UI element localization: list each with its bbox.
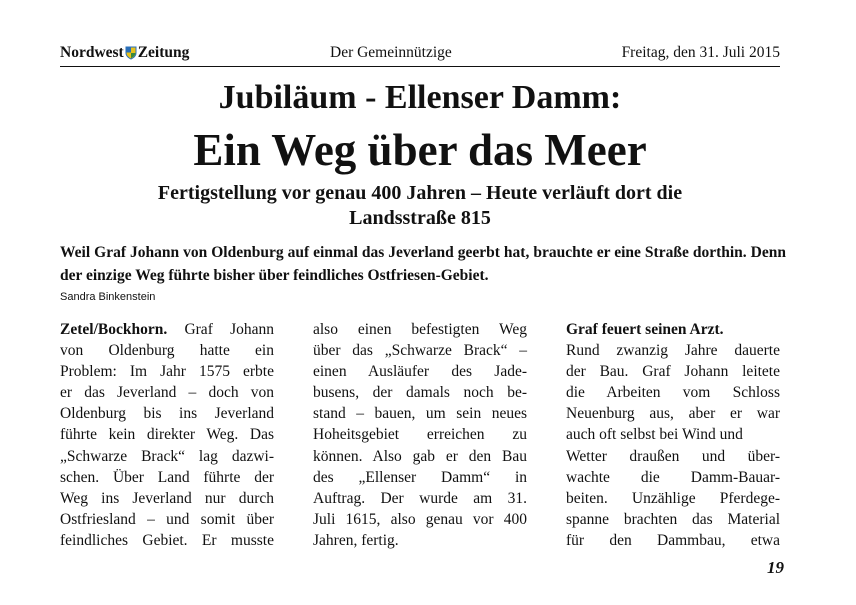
column-line: er das Jeverland – doch von [60,384,274,402]
article-kicker: Jubiläum - Ellenser Damm: [218,79,622,116]
column-line: „Schwarze Brack“ lag dazwi- [60,447,274,465]
article-column-2 [313,319,527,551]
column-line: Oldenburg bis ins Jeverland [60,405,274,423]
column-line: die Arbeiten vom Schloss [566,384,780,402]
article-subhead [80,181,760,231]
article-lead: Weil Graf Johann von Oldenburg auf einmal das Jeverland geerbt hat, brauchte er eine Straße dorthin. Denn der einzige Weg führte bisher über feindliches Ostfriesen-Gebiet. [60,244,786,284]
column-line: auch oft selbst bei Wind und [566,426,743,444]
section-title: Der Gemeinnützige [330,44,452,61]
column-line: beiten. Unzählige Pferdege- [566,489,780,507]
column-line: spanne brachten das Material [566,510,780,528]
column-line: schen. Über Land führte der [60,468,274,486]
column-subheading: Graf feuert seinen Arzt. [566,321,724,338]
column-line: für den Dammbau, etwa [566,531,780,549]
article-column-3 [566,319,780,551]
column-line: feindliches Gebiet. Er musste [60,531,274,549]
column-line: führte kein direkter Weg. Das [60,426,274,444]
column-line: Auftrag. Der wurde am 31. [313,489,527,507]
column-line: des „Ellenser Damm“ in [313,468,527,486]
column-line: einen Ausläufer des Jade- [313,363,527,381]
issue-date: Freitag, den 31. Juli 2015 [621,44,780,61]
subhead-line-1: Fertigstellung vor genau 400 Jahren – Heute verläuft dort die [157,182,683,204]
column-line: können. Also gab er den Bau [313,447,527,465]
newspaper-brand [60,44,189,62]
column-line: Jahren, fertig. [313,531,399,549]
column-line: Juli 1615, also genau vor 400 [313,510,527,528]
column-line: Weg ins Jeverland nur durch [60,489,274,507]
column-line: also einen befestigten Weg [313,321,527,338]
column-line: Ostfriesland – und somit über [60,510,274,528]
column-line: Problem: Im Jahr 1575 erbte [60,363,274,381]
article-column-1 [60,319,274,551]
column-line: wachte die Damm-Bauar- [566,468,780,486]
subhead-line-2: Landsstraße 815 [349,207,491,229]
column-line: Hoheitsgebiet erreichen zu [313,426,527,444]
column-line: Rund zwanzig Jahre dauerte [566,342,780,360]
page-number: 19 [767,558,784,577]
column-line: Zetel/Bockhorn. Graf Johann [60,321,274,338]
brand-left: Nordwest [60,44,124,61]
article-author: Sandra Binkenstein [60,291,156,303]
crest-icon [125,46,137,60]
page-header [60,44,780,67]
column-line: über das „Schwarze Brack“ – [313,342,527,360]
column-line: busens, der damals noch be- [313,384,527,402]
column-line: Wetter draußen und über- [566,447,780,465]
column-line: Neuenburg aus, aber er war [566,405,780,423]
article-headline: Ein Weg über das Meer [193,125,647,175]
column-line: von Oldenburg hatte ein [60,342,274,360]
column-line: stand – bauen, um sein neues [313,405,527,423]
brand-right: Zeitung [137,44,190,61]
column-line: der Bau. Graf Johann leitete [566,363,780,381]
dateline: Zetel/Bockhorn. [60,321,168,338]
